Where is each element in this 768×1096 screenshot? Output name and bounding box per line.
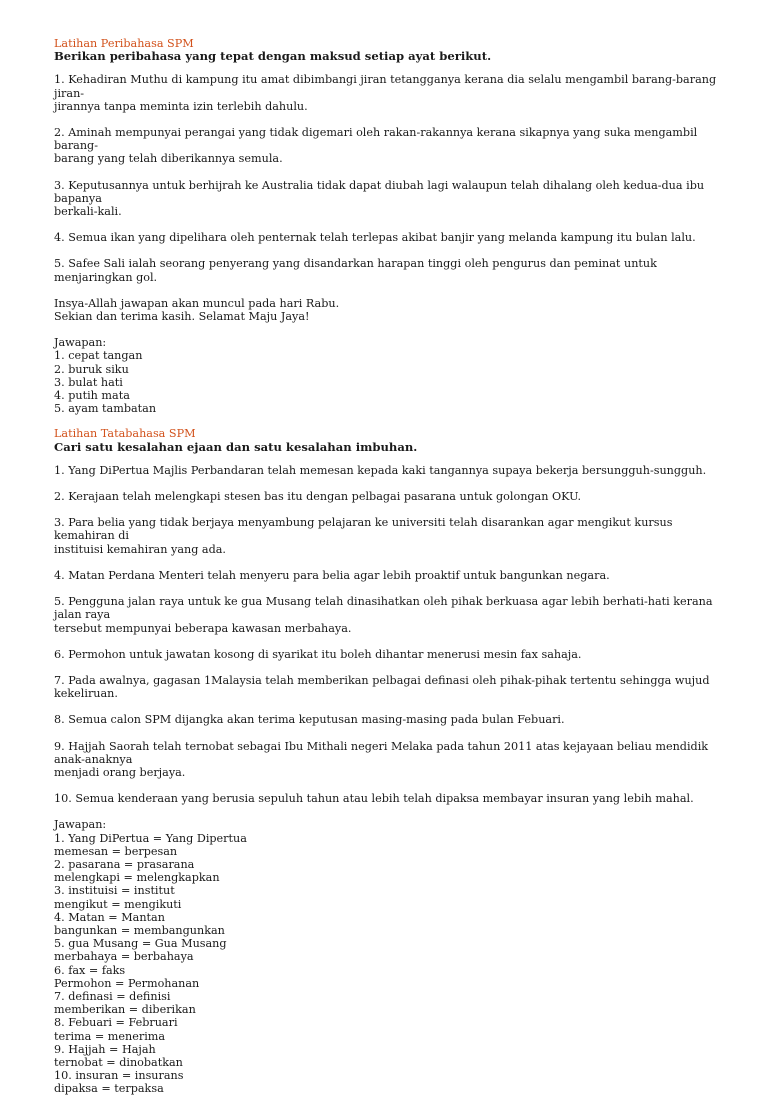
question-line: jirannya tanpa meminta izin terlebih dahulu. (54, 99, 308, 113)
question-paragraph (54, 569, 728, 582)
question-paragraph (54, 674, 728, 700)
answer-item: mengikut = mengikuti (54, 897, 182, 911)
answer-item: 1. cepat tangan (54, 349, 143, 363)
tatabahasa-section (54, 427, 728, 1095)
answer-item: 2. pasarana = prasarana (54, 857, 195, 871)
question-paragraph (54, 740, 728, 780)
question-line: 6. Permohon untuk jawatan kosong di syarikat itu boleh dihantar menerusi mesin fax sahaja. (54, 647, 582, 661)
answer-item: 4. putih mata (54, 389, 130, 403)
answer-item: 5. ayam tambatan (54, 402, 157, 416)
question-line: tersebut mempunyai beberapa kawasan merbahaya. (54, 621, 352, 635)
answer-item: dipaksa = terpaksa (54, 1082, 164, 1096)
question-line: 2. Kerajaan telah melengkapi stesen bas itu dengan pelbagai pasarana untuk golongan OKU. (54, 490, 582, 504)
question-line: 9. Hajjah Saorah telah ternobat sebagai Ibu Mithali negeri Melaka pada tahun 2011 atas kejayaan beliau mendidik anak-anaknya (54, 739, 709, 766)
question-paragraph (54, 595, 728, 635)
question-line: 2. Aminah mempunyai perangai yang tidak digemari oleh rakan-rakannya kerana sikapnya yang suka mengambil barang- (54, 126, 698, 153)
answer-list (54, 336, 728, 415)
section-title: Latihan Peribahasa SPM (54, 37, 194, 50)
question-paragraph (54, 464, 728, 477)
answer-item: merbahaya = berbahaya (54, 950, 194, 964)
answer-item: 8. Febuari = Februari (54, 1016, 178, 1030)
answer-item: 1. Yang DiPertua = Yang Dipertua (54, 831, 247, 845)
question-paragraph (54, 179, 728, 219)
question-line: 10. Semua kenderaan yang berusia sepuluh tahun atau lebih telah dipaksa membayar insuran yang lebih mahal. (54, 792, 694, 806)
answer-item: memberikan = diberikan (54, 1003, 196, 1017)
answer-item: 2. buruk siku (54, 362, 129, 376)
question-line: 5. Pengguna jalan raya untuk ke gua Musang telah dinasihatkan oleh pihak berkuasa agar lebih berhati-hati kerana jalan raya (54, 595, 713, 622)
answer-item: 5. gua Musang = Gua Musang (54, 937, 227, 951)
question-paragraph (54, 490, 728, 503)
question-line: menjadi orang berjaya. (54, 765, 186, 779)
question-line: 1. Yang DiPertua Majlis Perbandaran telah memesan kepada kaki tangannya supaya bekerja bersungguh-sungguh. (54, 463, 707, 477)
answer-item: 6. fax = faks (54, 963, 126, 977)
question-line: 3. Para belia yang tidak berjaya menyambung pelajaran ke universiti telah disarankan agar mengikut kursus kemahiran di (54, 516, 673, 543)
question-paragraph (54, 126, 728, 166)
answer-item: 4. Matan = Mantan (54, 910, 165, 924)
peribahasa-section (54, 37, 728, 415)
question-line: 4. Semua ikan yang dipelihara oleh penternak telah terlepas akibat banjir yang melanda kampung itu bulan lalu. (54, 231, 696, 245)
question-paragraph (54, 231, 728, 244)
question-line: 4. Matan Perdana Menteri telah menyeru para belia agar lebih proaktif untuk bangunkan negara. (54, 568, 610, 582)
question-paragraph (54, 257, 728, 283)
closing-line: Sekian dan terima kasih. Selamat Maju Jaya! (54, 310, 310, 324)
section-instruction: Cari satu kesalahan ejaan dan satu kesalahan imbuhan. (54, 439, 418, 454)
answer-heading: Jawapan: (54, 818, 107, 832)
closing-note (54, 297, 728, 323)
answer-item: melengkapi = melengkapkan (54, 871, 220, 885)
answer-heading: Jawapan: (54, 336, 107, 350)
question-line: 5. Safee Sali ialah seorang penyerang yang disandarkan harapan tinggi oleh pengurus dan peminat untuk menjaringkan gol. (54, 257, 657, 284)
question-line: 7. Pada awalnya, gagasan 1Malaysia telah memberikan pelbagai definasi oleh pihak-pihak tertentu sehingga wujud kekeliruan. (54, 673, 710, 701)
answer-item: 3. bulat hati (54, 375, 123, 389)
answer-item: 7. definasi = definisi (54, 989, 171, 1003)
answer-item: Permohon = Permohanan (54, 976, 200, 990)
question-line: 1. Kehadiran Muthu di kampung itu amat dibimbangi jiran tetangganya kerana dia selalu mengambil barang-barang jiran- (54, 73, 717, 100)
answer-item: bangunkan = membangunkan (54, 923, 225, 937)
question-paragraph (54, 516, 728, 556)
answer-list (54, 818, 728, 1095)
answer-item: 10. insuran = insurans (54, 1069, 184, 1083)
question-paragraph (54, 73, 728, 113)
question-paragraph (54, 713, 728, 726)
question-line: 8. Semua calon SPM dijangka akan terima keputusan masing-masing pada bulan Febuari. (54, 713, 565, 727)
question-line: barang yang telah diberikannya semula. (54, 152, 283, 166)
answer-item: memesan = berpesan (54, 844, 178, 858)
section-instruction: Berikan peribahasa yang tepat dengan maksud setiap ayat berikut. (54, 49, 492, 64)
section-title: Latihan Tatabahasa SPM (54, 427, 196, 441)
answer-item: 9. Hajjah = Hajah (54, 1042, 156, 1056)
question-line: instituisi kemahiran yang ada. (54, 542, 226, 556)
question-paragraph (54, 648, 728, 661)
answer-item: 3. instituisi = institut (54, 884, 175, 898)
question-paragraph (54, 792, 728, 805)
question-line: 3. Keputusannya untuk berhijrah ke Australia tidak dapat diubah lagi walaupun telah dihalang oleh kedua-dua ibu bapanya (54, 178, 705, 205)
closing-line: Insya-Allah jawapan akan muncul pada hari Rabu. (54, 296, 340, 310)
answer-item: ternobat = dinobatkan (54, 1055, 183, 1069)
answer-item: terima = menerima (54, 1029, 166, 1043)
question-line: berkali-kali. (54, 205, 122, 219)
